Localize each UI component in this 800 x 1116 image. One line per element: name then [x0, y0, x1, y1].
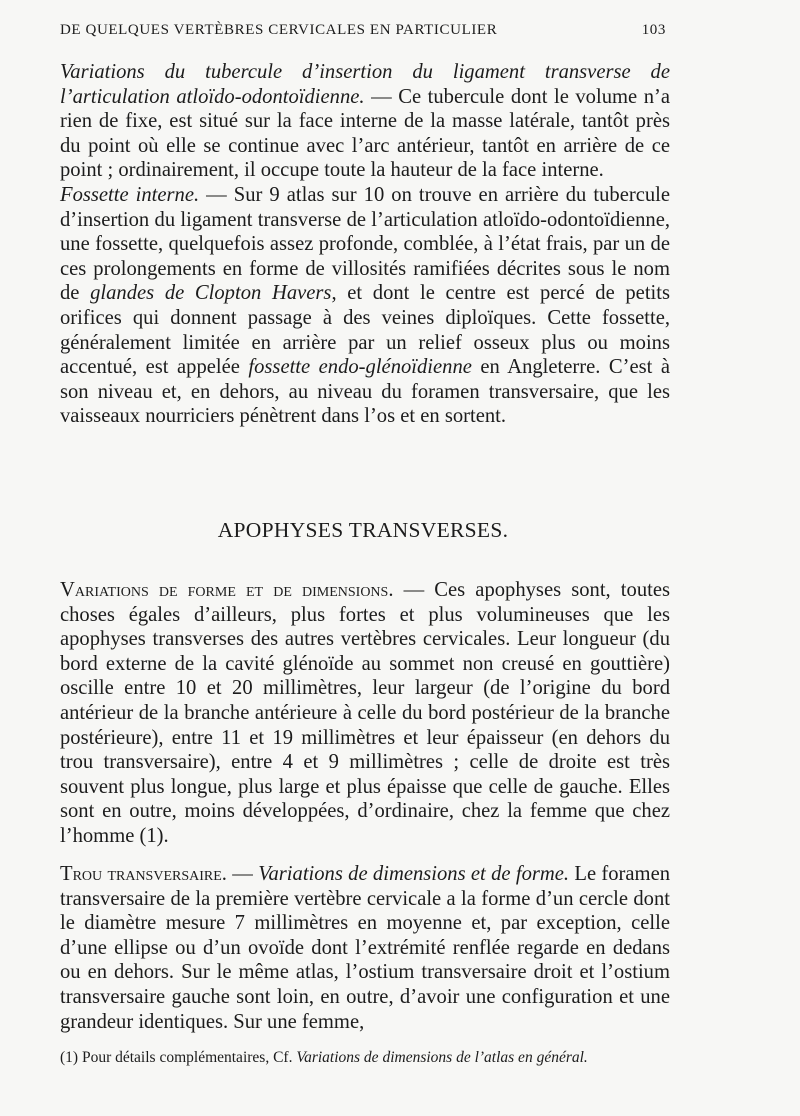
paragraph-transverse-foramen: Trou transversaire. — Variations de dimensions et de forme. Le foramen transversaire de la première vertèbre cervicale a la forme d’un cercle dont le diamètre mesure 7 millimètres en moyenne et, par exception, celle d’une ellipse ou d’un ovoïde dont l’extrémité renflée regarde en dedans ou en dehors. Sur le même atlas, l’ostium transversaire droit et l’ostium transversaire gauche sont loin, en outre, d’avoir une configuration et une grandeur identiques. Sur une femme,: [60, 863, 671, 1033]
paragraph-heading: Trou transversaire.: [60, 863, 227, 885]
text-block-transverse-foramen: [60, 862, 670, 1034]
footnote-italic: Variations de dimensions de l’atlas en général.: [296, 1049, 588, 1066]
paragraph-tubercle-variations: [60, 60, 670, 183]
section-title: APOPHYSES TRANSVERSES.: [217, 518, 509, 542]
paragraph-body: — Ces apophyses sont, toutes choses égales d’ailleurs, plus fortes et plus volumineuses que les apophyses transverses des autres vertèbres cervicales. Leur longueur (du bord externe de la cavité glénoïde au sommet non creusé en gouttière) oscille entre 10 et 20 millimètres, leur largeur (de l’origine du bord antérieur de la branche antérieure à celle du bord postérieur de la branche postérieure), entre 11 et 19 millimètres et leur épaisseur (en dehors du trou transversaire), entre 4 et 9 millimètres ; celle de droite est très souvent plus longue, plus large et plus épaisse que celle de gauche. Elles sont en outre, moins développées, d’ordinaire, chez la femme que chez l’homme (1).: [60, 579, 670, 847]
running-title: DE QUELQUES VERTÈBRES CERVICALES EN PARTICULIER: [60, 22, 498, 38]
paragraph-body: Le foramen transversaire de la première vertèbre cervicale a la forme d’un cercle dont le diamètre mesure 7 millimètres en moyenne et, par exception, celle d’une ellipse ou d’un ovoïde dont l’extrémité renflée regarde en dedans ou en dehors. Sur le même atlas, l’ostium transversaire droit et l’ostium transversaire gauche sont loin, en outre, d’avoir une configuration et une grandeur identiques. Sur une femme,: [60, 863, 671, 1033]
paragraph-heading: Variations du tubercule d’insertion du ligament transverse de l’articulation atloïdo-odontoïdienne.: [60, 61, 670, 108]
paragraph-body: , et dont le centre est percé de petits orifices qui donnent passage à des veines diploïques. Cette fossette, généralement limitée en arrière par un relief osseux plus ou moins accentué, est appelée: [60, 282, 670, 379]
paragraph-form-dimensions: [60, 578, 670, 849]
italic-term: fossette endo-glénoïdienne: [248, 356, 472, 379]
paragraph-subheading: Variations de dimensions et de forme.: [258, 863, 570, 885]
text-block-transverse-processes: [60, 578, 670, 849]
footnote-text: Pour détails complémentaires, Cf.: [78, 1049, 297, 1066]
paragraph-heading: Fossette interne.: [60, 183, 200, 206]
footnote: [60, 1048, 670, 1067]
paragraph-body: — Ce tubercule dont le volume n’a rien de fixe, est situé sur la face interne de la masse latérale, tantôt près du point où elle se continue avec l’arc antérieur, tantôt en arrière de ce point ; ordinairement, il occupe toute la hauteur de la face interne.: [60, 85, 671, 182]
footnote-marker: (1): [60, 1049, 79, 1066]
paragraph-body: — Sur 9 atlas sur 10 on trouve en arrière du tubercule d’insertion du ligament transverse de l’articulation atloïdo-odontoïdienne, une fossette, quelquefois assez profonde, comblée, à l’état frais, par un de ces prolongements en forme de villosités ramifiées décrites sous le nom de: [60, 183, 670, 305]
text-block-atlas-lateral-mass: [60, 60, 670, 429]
paragraph-internal-fossa: [60, 183, 670, 429]
paragraph-heading: Variations de forme et de dimensions.: [60, 579, 394, 601]
page-number: 103: [641, 22, 666, 38]
italic-term: glandes de Clopton Havers: [90, 282, 332, 305]
paragraph-body: en Angleterre. C’est à son niveau et, en dehors, au niveau du foramen transversaire, que les vaisseaux nourriciers pénètrent dans l’os et en sortent.: [60, 356, 670, 428]
